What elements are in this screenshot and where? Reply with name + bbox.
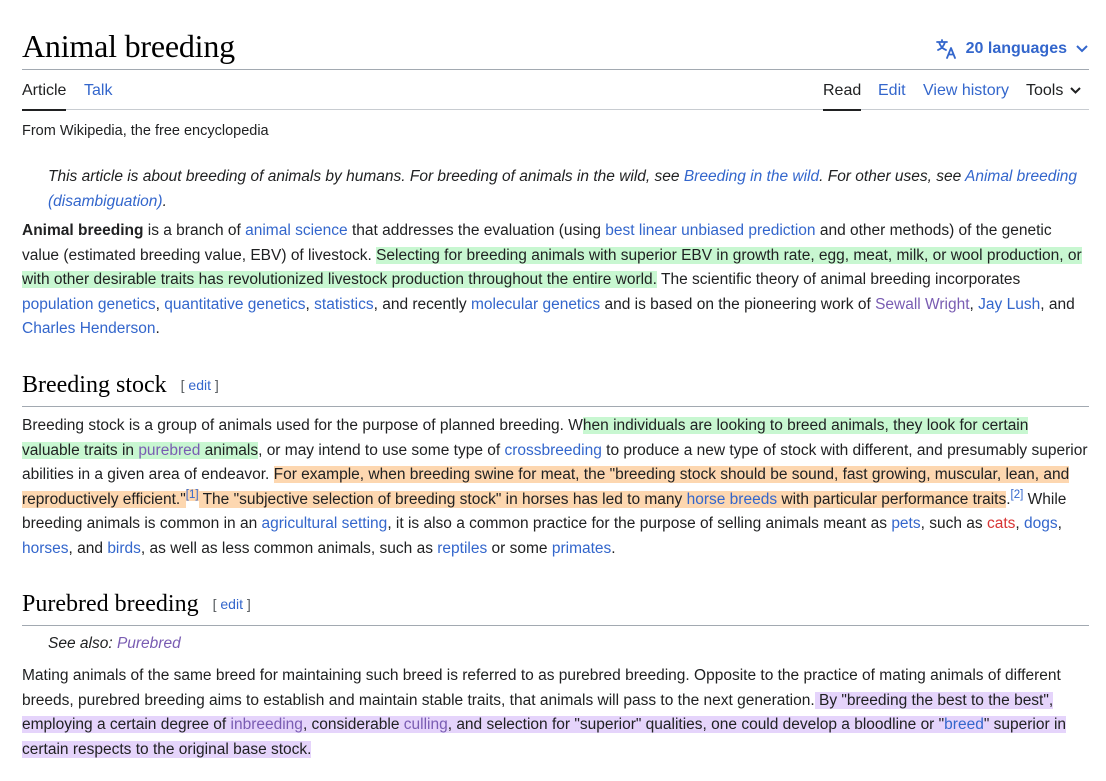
translate-icon bbox=[936, 39, 958, 59]
paragraph-text: , such as bbox=[920, 515, 987, 533]
link-culling[interactable]: culling bbox=[403, 716, 448, 734]
highlighted-text: By "breeding the best to the best", employing a certain degree of bbox=[22, 691, 1054, 734]
paragraph-text: to produce a new type of stock with different, and presumably superior abilities in a given area of endeavor. bbox=[22, 441, 1088, 484]
see-also-note bbox=[48, 635, 181, 653]
link-breeding-in-the-wild[interactable]: Breeding in the wild bbox=[683, 168, 820, 185]
tab-edit[interactable]: Edit bbox=[878, 82, 906, 99]
tab-talk[interactable]: Talk bbox=[84, 82, 113, 99]
highlighted-text: , and selection for "superior" qualities, one could develop a bloodline or " bbox=[447, 716, 945, 734]
edit-section-button[interactable]: edit bbox=[188, 377, 211, 393]
tab-view-history[interactable]: View history bbox=[923, 82, 1009, 99]
page-tabs bbox=[22, 70, 1089, 110]
paragraph-text: . bbox=[1006, 490, 1011, 508]
paragraph-text: , it is also a common practice for the purpose of selling animals meant as bbox=[387, 515, 892, 533]
section-title: Breeding stock bbox=[22, 372, 167, 398]
paragraph-text: is a branch of bbox=[143, 222, 246, 239]
tab-read[interactable]: Read bbox=[823, 82, 862, 99]
link-reptiles[interactable]: reptiles bbox=[437, 539, 488, 557]
link-charles-henderson[interactable]: Charles Henderson bbox=[22, 320, 156, 338]
highlighted-text: " superior in certain respects to the original base stock. bbox=[22, 716, 1067, 758]
reference-2[interactable] bbox=[1011, 489, 1024, 501]
languages-button[interactable] bbox=[936, 38, 1089, 60]
link-purebred-see-also[interactable]: Purebred bbox=[116, 635, 181, 652]
paragraph-text: , bbox=[155, 295, 165, 313]
hatnote-text: . For other uses, see bbox=[819, 168, 965, 185]
link-horses[interactable]: horses bbox=[22, 539, 69, 557]
intro-paragraph bbox=[22, 219, 1090, 342]
paragraph-text: , bbox=[305, 295, 315, 313]
link-dogs[interactable]: dogs bbox=[1024, 515, 1058, 533]
highlighted-text: Selecting for breeding animals with superior EBV in growth rate, egg, meat, milk, or wool production, or with other desirable traits has revolutionized livestock production throughout the entire world. bbox=[22, 246, 1082, 289]
paragraph-text: , and bbox=[68, 539, 108, 557]
link-population-genetics[interactable]: population genetics bbox=[22, 295, 156, 313]
paragraph-text: that addresses the evaluation (using bbox=[347, 222, 606, 239]
paragraph-text: , bbox=[969, 295, 979, 313]
link-animal-breeding-disambiguation[interactable]: Animal breeding (disambiguation) bbox=[48, 168, 1078, 210]
paragraph-text: , or may intend to use some type of bbox=[258, 441, 505, 459]
highlighted-text: The "subjective selection of breeding stock" in horses has led to many bbox=[198, 490, 687, 508]
breeding-stock-paragraph bbox=[22, 414, 1090, 562]
hatnote-text: This article is about breeding of animals by humans. For breeding of animals in the wild, see bbox=[48, 168, 684, 185]
title-bar bbox=[22, 26, 1089, 70]
link-statistics[interactable]: statistics bbox=[314, 295, 374, 313]
paragraph-text: , bbox=[1057, 515, 1062, 533]
hatnote-text: . bbox=[162, 193, 167, 210]
link-inbreeding[interactable]: inbreeding bbox=[230, 716, 303, 734]
tools-menu[interactable] bbox=[1026, 83, 1082, 99]
paragraph-text: and is based on the pioneering work of bbox=[600, 295, 876, 313]
highlighted-text: , considerable bbox=[302, 716, 404, 734]
paragraph-text: and other methods) of the genetic value (estimated breeding value, EBV) of livestock. bbox=[22, 222, 1052, 264]
highlighted-text: hen individuals are looking to breed animals, they look for certain valuable traits in bbox=[22, 417, 1029, 459]
chevron-down-icon bbox=[1069, 83, 1082, 99]
tools-label: Tools bbox=[1026, 82, 1064, 99]
section-heading-purebred-breeding bbox=[22, 590, 1089, 626]
page-title: Animal breeding bbox=[22, 28, 235, 64]
paragraph-text: , bbox=[1015, 515, 1025, 533]
link-pets[interactable]: pets bbox=[891, 515, 921, 533]
reference-link[interactable]: [1] bbox=[185, 488, 199, 501]
paragraph-text: , as well as less common animals, such as bbox=[140, 539, 438, 557]
link-blup[interactable]: best linear unbiased prediction bbox=[605, 222, 816, 239]
highlighted-text: with particular performance traits bbox=[777, 490, 1007, 508]
tab-article[interactable]: Article bbox=[22, 82, 67, 99]
link-animal-science[interactable]: animal science bbox=[245, 222, 348, 239]
edit-section-link: [ edit ] bbox=[180, 377, 219, 393]
paragraph-text: , and recently bbox=[373, 295, 471, 313]
section-title: Purebred breeding bbox=[22, 591, 199, 617]
paragraph-text: . bbox=[155, 320, 160, 338]
see-also-label: See also: bbox=[48, 635, 117, 652]
edit-section-link: [ edit ] bbox=[212, 596, 251, 612]
purebred-paragraph bbox=[22, 664, 1090, 762]
link-sewall-wright[interactable]: Sewall Wright bbox=[875, 295, 970, 313]
paragraph-text: , and bbox=[1040, 295, 1075, 313]
paragraph-text: While breeding animals is common in an bbox=[22, 490, 1067, 533]
link-molecular-genetics[interactable]: molecular genetics bbox=[470, 295, 601, 313]
reference-1[interactable] bbox=[186, 489, 199, 501]
paragraph-text: Mating animals of the same breed for maintaining such breed is referred to as purebred breeding. Opposite to the practice of mating animals of different breeds, purebred breeding aims to establish and maintain stable traits, that animals will pass to the next generation. bbox=[22, 667, 1061, 709]
link-agricultural-setting[interactable]: agricultural setting bbox=[261, 515, 388, 533]
section-heading-breeding-stock bbox=[22, 371, 1089, 407]
site-tagline: From Wikipedia, the free encyclopedia bbox=[22, 123, 269, 139]
link-cats[interactable]: cats bbox=[986, 515, 1016, 533]
highlighted-text: animals bbox=[200, 441, 259, 459]
edit-section-button[interactable]: edit bbox=[220, 596, 243, 612]
paragraph-text: Breeding stock is a group of animals used for the purpose of planned breeding. W bbox=[22, 417, 583, 434]
paragraph-text: or some bbox=[487, 539, 552, 557]
hatnote bbox=[48, 164, 1088, 214]
paragraph-text: . bbox=[611, 539, 616, 557]
link-jay-lush[interactable]: Jay Lush bbox=[978, 295, 1041, 313]
paragraph-text: The scientific theory of animal breeding incorporates bbox=[657, 271, 1021, 289]
highlighted-text: For example, when breeding swine for meat, the "breeding stock should be sound, fast growing, muscular, lean, and reproductively efficient." bbox=[22, 466, 1070, 508]
reference-link[interactable]: [2] bbox=[1010, 488, 1024, 501]
languages-label: 20 languages bbox=[965, 40, 1067, 57]
lead-term: Animal breeding bbox=[22, 222, 144, 239]
link-birds[interactable]: birds bbox=[107, 539, 141, 557]
link-crossbreeding[interactable]: crossbreeding bbox=[504, 441, 602, 459]
link-quantitative-genetics[interactable]: quantitative genetics bbox=[164, 295, 306, 313]
link-purebred[interactable]: purebred bbox=[138, 441, 201, 459]
link-primates[interactable]: primates bbox=[551, 539, 612, 557]
link-horse-breeds[interactable]: horse breeds bbox=[686, 490, 778, 508]
link-breed[interactable]: breed bbox=[944, 716, 984, 734]
chevron-down-icon bbox=[1075, 44, 1089, 54]
